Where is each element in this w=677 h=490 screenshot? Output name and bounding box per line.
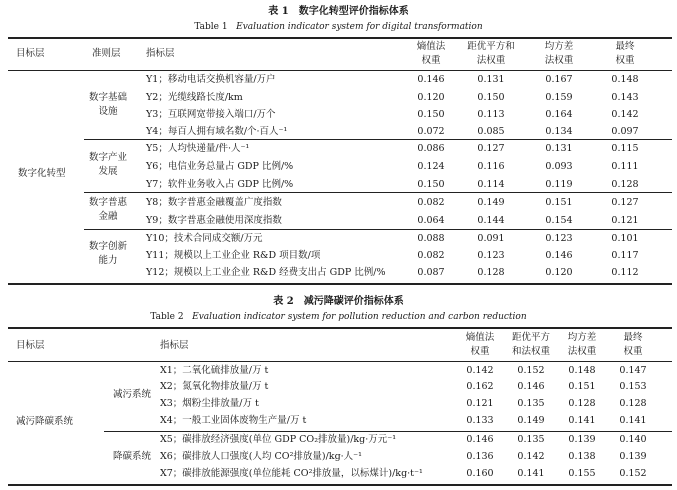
t2-r4-c3: 0.141 [568,415,596,426]
t1-r3-c3: 0.164 [545,109,573,120]
t1-r11-c1: 0.082 [417,250,445,261]
t1-r4-c1: 0.072 [417,126,445,137]
t1-target-label: 数字化转型 [18,168,66,179]
t1-row-1-indicator: Y1；移动电话交换机容量/万户 [146,74,276,85]
t1-row-7-indicator: Y7；软件业务收入占 GDP 比例/% [146,179,294,190]
t1-group-sep-1 [84,139,672,140]
table1-top-rule [8,37,672,39]
table2-top-rule [8,327,672,329]
t1-r12-c4: 0.112 [611,267,639,278]
table1-caption-cn: 表 1 数字化转型评价指标体系 [268,6,409,17]
t1-row-11-indicator: Y11；规模以上工业企业 R&D 项目数/项 [146,250,321,261]
t1-row-8-indicator: Y8；数字普惠金融覆盖广度指数 [146,197,282,208]
t2-header-col1-line2: 权重 [470,346,490,357]
t2-group-1: 减污系统 [113,389,152,400]
t2-r1-c4: 0.147 [619,365,647,376]
t1-r10-c4: 0.101 [611,233,639,244]
t2-r3-c1: 0.121 [466,398,494,409]
t1-r3-c4: 0.142 [611,109,639,120]
table1-header-rule [8,70,672,71]
t1-r3-c2: 0.113 [477,109,505,120]
t2-header-col3-line2: 法权重 [567,346,597,357]
t2-r6-c2: 0.142 [517,451,545,462]
t2-row-1-indicator: X1；二氧化硫排放量/万 t [160,365,269,376]
t1-group-4-line1: 数字创新 [88,241,128,252]
t1-r8-c4: 0.127 [611,197,639,208]
t1-r9-c3: 0.154 [545,215,573,226]
t1-group-1-line1: 数字基础 [88,92,128,103]
t2-target-label: 减污降碳系统 [16,416,74,427]
t1-r2-c4: 0.143 [611,92,639,103]
t1-header-col1-line2: 权重 [421,55,441,66]
t2-header-col1 [466,331,495,359]
t2-header-col2 [512,331,550,359]
t1-header-col3 [545,40,574,68]
t1-header-col3-line1: 均方差 [544,41,574,52]
t2-r6-c1: 0.136 [466,451,494,462]
t1-header-col3-line2: 法权重 [544,55,574,66]
t1-r9-c2: 0.144 [477,215,505,226]
t1-r10-c1: 0.088 [417,233,445,244]
t1-r7-c3: 0.119 [545,179,573,190]
t1-group-2 [89,151,127,179]
t1-r9-c4: 0.121 [611,215,639,226]
t2-r7-c2: 0.141 [517,468,545,479]
t2-r6-c3: 0.138 [568,451,596,462]
t1-header-col1-line1: 熵值法 [416,41,446,52]
t1-r4-c2: 0.085 [477,126,505,137]
table2-bottom-rule [8,484,672,486]
t1-header-criterion: 准则层 [92,48,121,59]
t1-header-indicator: 指标层 [146,48,175,59]
t2-row-4-indicator: X4；一般工业固体废物生产量/万 t [160,415,307,426]
t1-r11-c2: 0.123 [477,250,505,261]
t2-row-3-indicator: X3；烟粉尘排放量/万 t [160,398,259,409]
t1-header-target: 目标层 [16,48,45,59]
t2-r7-c4: 0.152 [619,468,647,479]
t1-r7-c2: 0.114 [477,179,505,190]
t1-r1-c2: 0.131 [477,74,505,85]
t2-header-col4-line1: 最终 [623,332,643,343]
t2-r5-c2: 0.135 [517,434,545,445]
t2-header-indicator: 指标层 [160,340,189,351]
table2-caption-en-text: Evaluation indicator system for pollution reduction and carbon reduction [192,312,527,322]
t2-r1-c2: 0.152 [517,365,545,376]
t1-r5-c4: 0.115 [611,143,639,154]
t2-r5-c3: 0.139 [568,434,596,445]
t2-r6-c4: 0.139 [619,451,647,462]
t1-group-3-line2: 金融 [98,211,118,222]
table1-bottom-rule [8,283,672,285]
t1-r8-c3: 0.151 [545,197,573,208]
t1-r5-c2: 0.127 [477,143,505,154]
t2-r2-c1: 0.162 [466,381,494,392]
t1-r9-c1: 0.064 [417,215,445,226]
table2-caption-en-label: Table 2 [150,312,184,322]
t2-r2-c3: 0.151 [568,381,596,392]
t1-r5-c3: 0.131 [545,143,573,154]
t1-row-4-indicator: Y4；每百人拥有域名数/个·百人⁻¹ [146,126,288,137]
t1-r4-c3: 0.134 [545,126,573,137]
t2-header-col2-line1: 距优平方 [511,332,551,343]
t2-row-2-indicator: X2；氮氧化物排放量/万 t [160,381,269,392]
t2-row-5-indicator: X5；碳排放经济强度(单位 GDP CO₂排放量)/kg·万元⁻¹ [160,434,397,445]
t1-r2-c2: 0.150 [477,92,505,103]
t1-r6-c4: 0.111 [611,161,639,172]
t2-header-col4-line2: 权重 [623,346,643,357]
t1-group-4 [89,240,127,268]
t1-r6-c2: 0.116 [477,161,505,172]
t2-r7-c3: 0.155 [568,468,596,479]
t1-r2-c3: 0.159 [545,92,573,103]
t1-group-sep-2 [84,192,672,193]
t2-row-6-indicator: X6；碳排放人口强度(人均 CO²排放量)/kg·人⁻¹ [160,451,362,462]
t2-r4-c1: 0.133 [466,415,494,426]
t1-header-col2-line1: 距优平方和 [467,41,515,52]
t1-row-6-indicator: Y6；电信业务总量占 GDP 比例/% [146,161,294,172]
t1-r6-c1: 0.124 [417,161,445,172]
t1-r1-c3: 0.167 [545,74,573,85]
t1-r11-c3: 0.146 [545,250,573,261]
t1-r7-c1: 0.150 [417,179,445,190]
t2-r5-c4: 0.140 [619,434,647,445]
t2-header-col2-line2: 和法权重 [511,346,551,357]
t2-r2-c4: 0.153 [619,381,647,392]
t2-header-col3 [568,331,597,359]
t1-group-4-line2: 能力 [98,255,118,266]
t1-r8-c1: 0.082 [417,197,445,208]
t1-row-2-indicator: Y2；光缆线路长度/km [146,92,243,103]
t1-r12-c3: 0.120 [545,267,573,278]
t1-header-col4 [615,40,634,68]
table2-caption-cn: 表 2 减污降碳评价指标体系 [273,296,404,307]
t1-group-3-line1: 数字普惠 [88,197,128,208]
t2-r7-c1: 0.160 [466,468,494,479]
t1-row-10-indicator: Y10；技术合同成交额/万元 [146,233,263,244]
t1-r1-c4: 0.148 [611,74,639,85]
t1-header-col4-line2: 权重 [615,55,635,66]
t1-group-2-line2: 发展 [98,166,118,177]
t1-row-12-indicator: Y12；规模以上工业企业 R&D 经费支出占 GDP 比例/% [146,267,386,278]
t1-group-1-line2: 设施 [98,106,118,117]
t1-r11-c4: 0.117 [611,250,639,261]
t2-header-col1-line1: 熵值法 [465,332,495,343]
t1-group-sep-3 [84,229,672,230]
t1-r5-c1: 0.086 [417,143,445,154]
t1-r1-c1: 0.146 [417,74,445,85]
table2-caption-en [0,312,677,323]
t2-r3-c4: 0.128 [619,398,647,409]
t2-group-sep [104,431,672,432]
t1-r10-c3: 0.123 [545,233,573,244]
t1-group-1 [89,91,127,119]
t2-r5-c1: 0.146 [466,434,494,445]
table1-caption-en [0,22,677,33]
t2-r1-c3: 0.148 [568,365,596,376]
t2-r2-c2: 0.146 [517,381,545,392]
t2-r1-c1: 0.142 [466,365,494,376]
table1-caption-en-text: Evaluation indicator system for digital transformation [236,22,483,32]
t2-header-target: 目标层 [16,340,45,351]
t2-header-col4 [623,331,642,359]
table1-caption-en-label: Table 1 [194,22,228,32]
t1-r12-c2: 0.128 [477,267,505,278]
t1-header-col2-line2: 法权重 [476,55,506,66]
t1-r4-c4: 0.097 [611,126,639,137]
t1-header-col2 [467,40,515,68]
table2-header-rule [8,361,672,362]
t1-group-3 [89,196,127,224]
t1-group-2-line1: 数字产业 [88,152,128,163]
t1-row-5-indicator: Y5；人均快递量/件·人⁻¹ [146,143,250,154]
t1-r6-c3: 0.093 [545,161,573,172]
t2-r4-c4: 0.141 [619,415,647,426]
t1-row-3-indicator: Y3；互联网宽带接入端口/万个 [146,109,276,120]
t1-header-col4-line1: 最终 [615,41,635,52]
t1-r12-c1: 0.087 [417,267,445,278]
t2-group-2: 降碳系统 [113,451,152,462]
t2-row-7-indicator: X7；碳排放能源强度(单位能耗 CO²排放量，以标煤计)/kg·t⁻¹ [160,468,423,479]
t2-r3-c3: 0.128 [568,398,596,409]
t1-row-9-indicator: Y9；数字普惠金融使用深度指数 [146,215,282,226]
t2-r3-c2: 0.135 [517,398,545,409]
t1-header-col1 [417,40,446,68]
t1-r3-c1: 0.150 [417,109,445,120]
t1-r7-c4: 0.128 [611,179,639,190]
t1-r10-c2: 0.091 [477,233,505,244]
t2-header-col3-line1: 均方差 [567,332,597,343]
t2-r4-c2: 0.149 [517,415,545,426]
t1-r8-c2: 0.149 [477,197,505,208]
t1-r2-c1: 0.120 [417,92,445,103]
